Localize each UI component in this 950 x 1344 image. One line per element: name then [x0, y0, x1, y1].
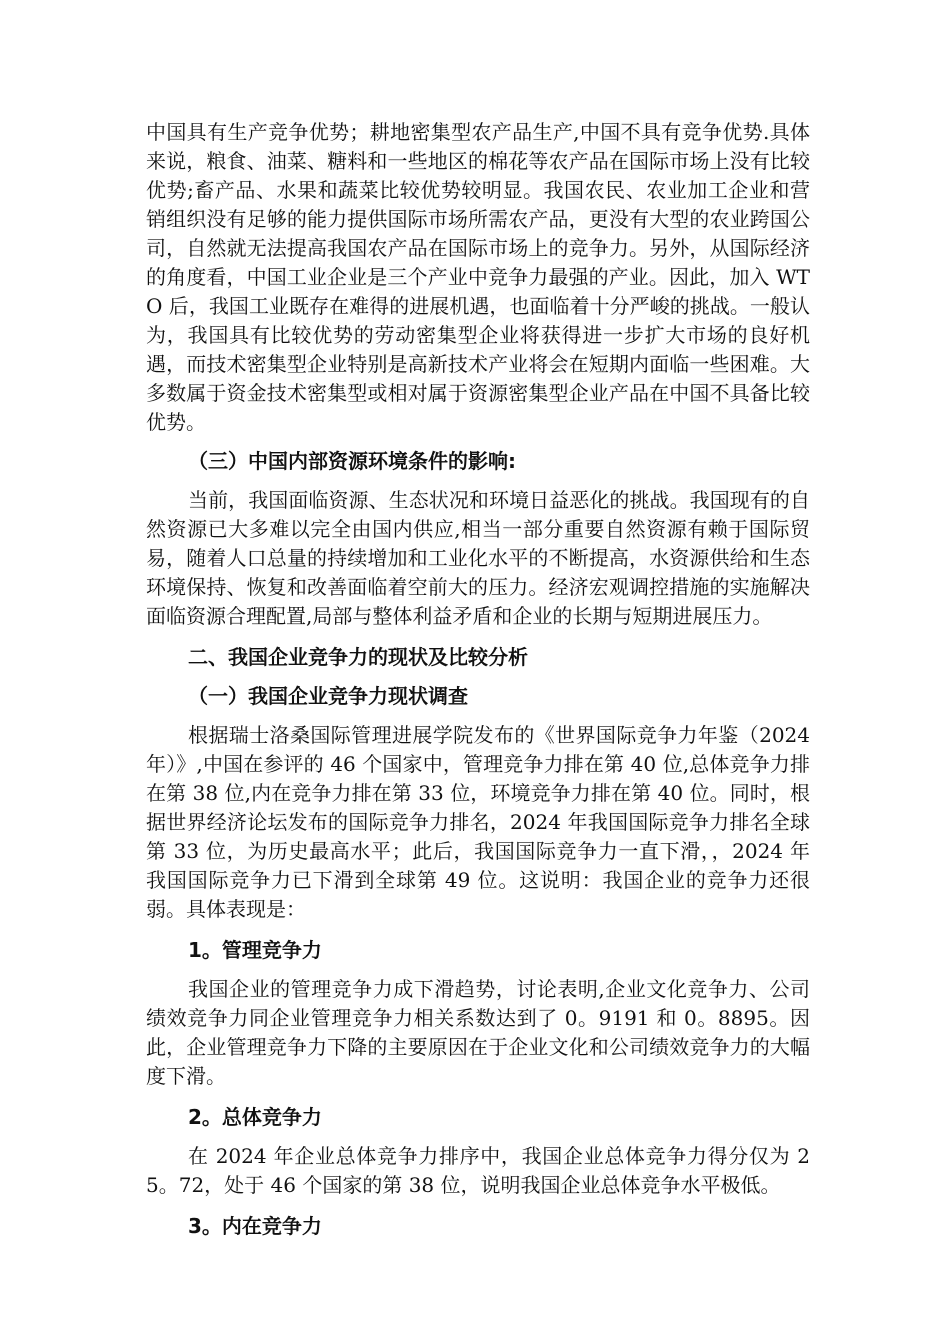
paragraph-resource-challenges: 当前，我国面临资源、生态状况和环境日益恶化的挑战。我国现有的自然资源已大多难以完全由国内供应,相当一部分重要自然资源有赖于国际贸易，随着人口总量的持续增加和工业化水平的不断提高，水资源供给和生态环境保持、恢复和改善面临着空前大的压力。经济宏观调控措施的实施解决面临资源合理配置,局部与整体利益矛盾和企业的长期与短期进展压力。: [146, 488, 810, 628]
paragraph-overall-competitiveness: 在 2024 年企业总体竞争力排序中，我国企业总体竞争力得分仅为 25。72，处于 46 个国家的第 38 位，说明我国企业总体竞争水平极低。: [146, 1144, 810, 1197]
heading-competitiveness-survey: （一）我国企业竞争力现状调查: [188, 684, 468, 708]
heading-section-two: 二、我国企业竞争力的现状及比较分析: [188, 645, 528, 669]
document-page: [146, 118, 810, 1241]
paragraph-management-competitiveness: 我国企业的管理竞争力成下滑趋势，讨论表明,企业文化竞争力、公司绩效竞争力同企业管理竞争力相关系数达到了 0。9191 和 0。8895。因此，企业管理竞争力下降的主要原因在于企业文化和公司绩效竞争力的大幅度下滑。: [146, 977, 810, 1088]
paragraph-competitiveness-ranking: 根据瑞士洛桑国际管理进展学院发布的《世界国际竞争力年鉴（2024 年）》,中国在参评的 46 个国家中，管理竞争力排在第 40 位,总体竞争力排在第 38 位,内在竞争力排在第 33 位，环境竞争力排在第 40 位。同时，根据世界经济论坛发布的国际竞争力排名，2024 年我国国际竞争力排名全球第 33 位，为历史最高水平；此后，我国国际竞争力一直下滑，，2024 年我国国际竞争力已下滑到全球第 49 位。这说明：我国企业的竞争力还很弱。具体表现是：: [146, 723, 810, 921]
heading-resource-environment: （三）中国内部资源环境条件的影响:: [188, 449, 516, 473]
paragraph-agri-industry: 中国具有生产竞争优势；耕地密集型农产品生产,中国不具有竞争优势.具体来说，粮食、油菜、糖料和一些地区的棉花等农产品在国际市场上没有比较优势;畜产品、水果和蔬菜比较优势较明显。我国农民、农业加工企业和营销组织没有足够的能力提供国际市场所需农产品，更没有大型的农业跨国公司，自然就无法提高我国农产品在国际市场上的竞争力。另外，从国际经济的角度看，中国工业企业是三个产业中竞争力最强的产业。因此，加入 WTO 后，我国工业既存在难得的进展机遇，也面临着十分严峻的挑战。一般认为，我国具有比较优势的劳动密集型企业将获得进一步扩大市场的良好机遇，而技术密集型企业特别是高新技术产业将会在短期内面临一些困难。大多数属于资金技术密集型或相对属于资源密集型企业产品在中国不具备比较优势。: [146, 120, 810, 434]
heading-internal-competitiveness: 3。内在竞争力: [188, 1214, 322, 1238]
heading-overall-competitiveness: 2。总体竞争力: [188, 1105, 322, 1129]
heading-management-competitiveness: 1。管理竞争力: [188, 938, 322, 962]
